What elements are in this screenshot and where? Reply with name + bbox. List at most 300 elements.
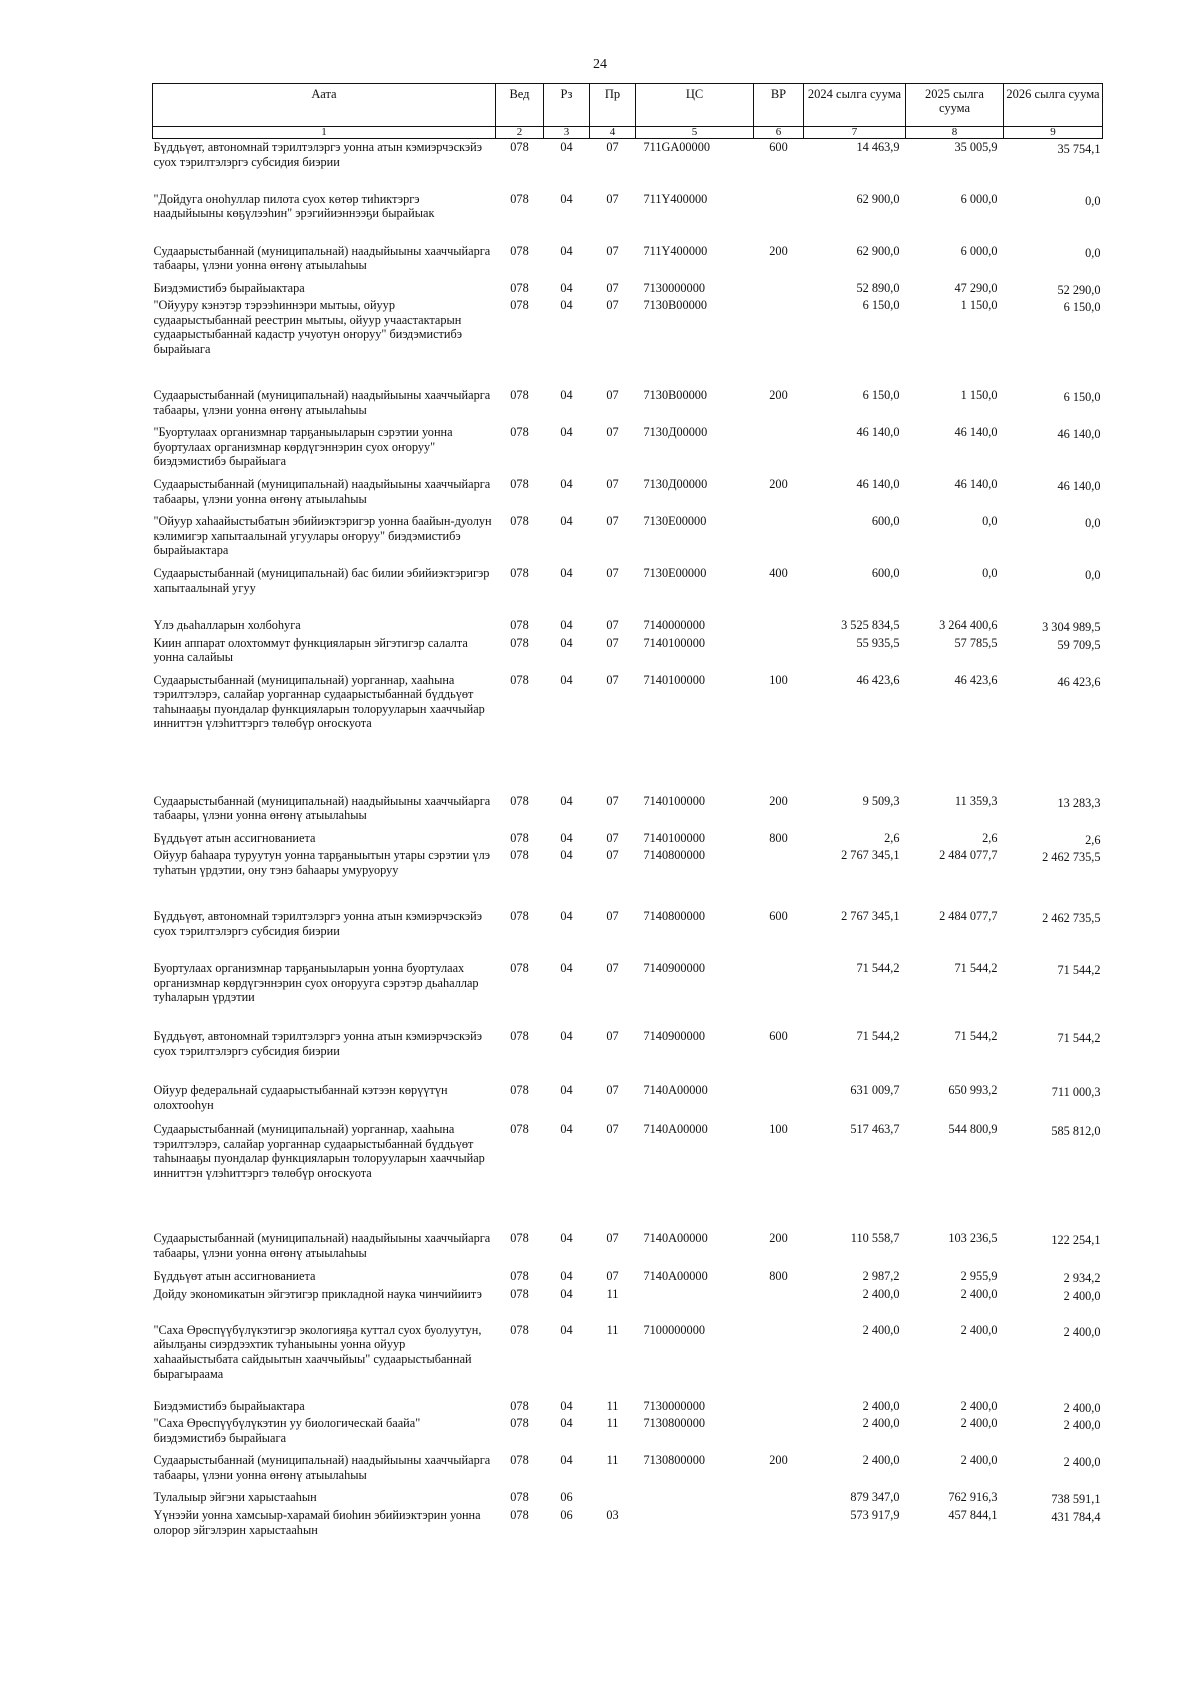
row-sum-2025: 2 484 077,7 xyxy=(939,909,998,924)
row-sum-2026: 2 400,0 xyxy=(1063,1288,1101,1303)
row-vr xyxy=(754,424,804,476)
table-row xyxy=(153,280,1103,298)
row-rz: 04 xyxy=(560,298,573,313)
row-name: Судаарыстыбаннай (муниципальнай) бас билии эбийиэктэригэр хапытаалынай угуу xyxy=(153,566,490,595)
row-ved: 078 xyxy=(510,1122,529,1137)
table-row xyxy=(153,243,1103,280)
table-row xyxy=(153,908,1103,960)
row-sum-2026: 2,6 xyxy=(1085,832,1101,847)
table-row xyxy=(153,1082,1103,1121)
row-cs xyxy=(636,1507,754,1544)
row-cs: 7140900000 xyxy=(643,961,705,976)
row-rz: 04 xyxy=(560,672,573,687)
table-row xyxy=(153,1121,1103,1230)
row-pr: 07 xyxy=(606,635,619,650)
row-sum-2025: 2,6 xyxy=(982,830,998,845)
row-pr: 07 xyxy=(606,830,619,845)
row-name: Биэдэмистибэ бырайыактара xyxy=(153,1398,305,1413)
column-number: 8 xyxy=(906,127,1004,139)
row-cs: 7130Д00000 xyxy=(643,425,708,440)
column-number-row xyxy=(153,127,1103,139)
row-sum-2024: 6 150,0 xyxy=(862,388,900,403)
header-vr: ВР xyxy=(754,84,804,127)
row-sum-2026: 431 784,4 xyxy=(1051,1510,1101,1525)
row-ved: 078 xyxy=(510,140,529,154)
row-sum-2026: 46 423,6 xyxy=(1057,674,1101,689)
row-cs: 711GA00000 xyxy=(643,140,710,154)
row-name: Бүддьүөт атын ассигнованиета xyxy=(153,1269,316,1284)
row-rz: 04 xyxy=(560,1122,573,1137)
row-name: "Саха Өрөспүүбүлүкэтигэр экологияҕа куттал суох буолуутун, айылҕаны сиэрдээхтик туһаныыны уонна ойуур хаһаайыстыбата сайдыытын хааччыйыы" судаарыстыбаннай бырагыраама xyxy=(153,1322,482,1381)
row-ved: 078 xyxy=(510,243,529,258)
row-ved: 078 xyxy=(510,1083,529,1098)
row-pr: 07 xyxy=(606,243,619,258)
row-sum-2026: 46 140,0 xyxy=(1057,479,1101,494)
row-vr xyxy=(754,1507,804,1544)
row-sum-2025: 457 844,1 xyxy=(948,1508,998,1523)
row-cs: 7140100000 xyxy=(643,672,705,687)
row-sum-2024: 2 400,0 xyxy=(862,1322,900,1337)
table-row xyxy=(153,793,1103,830)
row-sum-2025: 2 400,0 xyxy=(960,1322,998,1337)
header-sum-2024: 2024 сылга суума xyxy=(804,84,906,127)
row-vr xyxy=(754,1398,804,1416)
row-sum-2025: 103 236,5 xyxy=(948,1231,998,1246)
row-pr: 07 xyxy=(606,280,619,295)
row-sum-2024: 2 400,0 xyxy=(862,1453,900,1468)
row-rz: 04 xyxy=(560,909,573,924)
row-cs: 7140А00000 xyxy=(643,1083,708,1098)
row-name: Биэдэмистибэ бырайыактара xyxy=(153,280,305,295)
row-name: Судаарыстыбаннай (муниципальнай) уорганнар, хааһына тэрилтэлэрэ, салайар уорганнар судаарыстыбаннай бүддьүөт таһынааҕы пуондалар функцияларын толорууларын хааччыйар инниттэн үлэһиттэргэ төлөбүр оҥоскуота xyxy=(153,672,485,731)
row-sum-2024: 879 347,0 xyxy=(850,1490,900,1505)
row-rz: 04 xyxy=(560,1029,573,1044)
row-sum-2026: 2 462 735,5 xyxy=(1042,911,1101,926)
row-rz: 04 xyxy=(560,1286,573,1301)
row-sum-2025: 2 484 077,7 xyxy=(939,848,998,863)
header-rz: Рз xyxy=(544,84,590,127)
row-ved: 078 xyxy=(510,1322,529,1337)
row-sum-2024: 2 987,2 xyxy=(862,1269,900,1284)
row-name: "Саха Өрөспүүбүлүкэтин уу биологическай баайа" биэдэмистибэ бырайыага xyxy=(153,1416,421,1446)
row-ved: 078 xyxy=(510,1453,529,1468)
row-name: Үлэ дьаһалларын холбоһуга xyxy=(153,618,301,633)
row-pr: 11 xyxy=(606,1322,619,1337)
row-cs: 7100000000 xyxy=(643,1322,705,1337)
row-ved: 078 xyxy=(510,961,529,976)
row-rz: 04 xyxy=(560,848,573,863)
row-pr: 07 xyxy=(606,425,619,440)
row-sum-2025: 2 955,9 xyxy=(960,1269,998,1284)
row-sum-2024: 46 140,0 xyxy=(856,477,900,492)
row-pr: 11 xyxy=(606,1416,619,1431)
table-body xyxy=(153,139,1103,1545)
row-sum-2024: 2,6 xyxy=(884,830,900,845)
row-sum-2026: 585 812,0 xyxy=(1051,1124,1101,1139)
row-pr: 11 xyxy=(606,1453,619,1468)
row-ved: 078 xyxy=(510,191,529,206)
row-ved: 078 xyxy=(510,1029,529,1044)
row-sum-2024: 2 400,0 xyxy=(862,1398,900,1413)
row-name: Судаарыстыбаннай (муниципальнай) наадыйыыны хааччыйарга табаары, үлэни уонна өҥөнү атыылаһыы xyxy=(153,1453,491,1483)
row-pr: 07 xyxy=(606,191,619,206)
row-rz: 04 xyxy=(560,961,573,976)
row-vr xyxy=(754,1082,804,1121)
table-row xyxy=(153,387,1103,424)
row-sum-2025: 46 423,6 xyxy=(954,672,998,687)
row-pr: 07 xyxy=(606,1231,619,1246)
row-sum-2025: 2 400,0 xyxy=(960,1286,998,1301)
row-ved: 078 xyxy=(510,1490,529,1505)
header-name: Аата xyxy=(153,84,496,127)
row-ved: 078 xyxy=(510,280,529,295)
column-number: 7 xyxy=(804,127,906,139)
row-rz: 04 xyxy=(560,514,573,529)
row-sum-2024: 9 509,3 xyxy=(862,793,900,808)
row-rz: 06 xyxy=(560,1490,573,1505)
row-sum-2024: 2 400,0 xyxy=(862,1286,900,1301)
row-sum-2024: 517 463,7 xyxy=(850,1122,900,1137)
table-row xyxy=(153,960,1103,1028)
row-sum-2024: 2 767 345,1 xyxy=(841,909,900,924)
row-sum-2026: 13 283,3 xyxy=(1057,795,1101,810)
row-sum-2025: 46 140,0 xyxy=(954,477,998,492)
row-rz: 04 xyxy=(560,191,573,206)
row-sum-2025: 650 993,2 xyxy=(948,1083,998,1098)
row-pr: 07 xyxy=(606,1269,619,1284)
row-sum-2025: 46 140,0 xyxy=(954,425,998,440)
row-vr: 200 xyxy=(769,1453,788,1468)
row-vr xyxy=(754,297,804,387)
row-sum-2025: 762 916,3 xyxy=(948,1490,998,1505)
header-sum-2025: 2025 сылга суума xyxy=(906,84,1004,127)
row-vr: 200 xyxy=(769,1231,788,1246)
row-sum-2026: 0,0 xyxy=(1085,568,1101,583)
row-cs: 7130Д00000 xyxy=(643,477,708,492)
row-rz: 04 xyxy=(560,1322,573,1337)
row-pr xyxy=(590,1489,636,1507)
row-sum-2024: 600,0 xyxy=(871,514,900,529)
row-vr: 800 xyxy=(769,830,788,845)
row-vr xyxy=(754,1415,804,1452)
table-row xyxy=(153,1452,1103,1489)
row-vr xyxy=(754,1322,804,1398)
row-vr: 200 xyxy=(769,793,788,808)
row-cs: 7130Е00000 xyxy=(643,514,707,529)
row-ved: 078 xyxy=(510,848,529,863)
table-row xyxy=(153,191,1103,243)
page-number: 24 xyxy=(593,57,607,72)
row-rz: 04 xyxy=(560,425,573,440)
row-pr: 07 xyxy=(606,793,619,808)
table-row xyxy=(153,139,1103,191)
row-cs: 7130800000 xyxy=(643,1416,705,1431)
row-sum-2024: 46 140,0 xyxy=(856,425,900,440)
row-rz: 06 xyxy=(560,1508,573,1523)
row-vr xyxy=(754,513,804,565)
row-ved: 078 xyxy=(510,298,529,313)
row-vr: 200 xyxy=(769,477,788,492)
row-ved: 078 xyxy=(510,1416,529,1431)
row-vr xyxy=(754,960,804,1028)
row-rz: 04 xyxy=(560,140,573,154)
row-name: Судаарыстыбаннай (муниципальнай) наадыйыыны хааччыйарга табаары, үлэни уонна өҥөнү атыылаһыы xyxy=(153,477,491,506)
row-rz: 04 xyxy=(560,566,573,581)
row-vr xyxy=(754,1489,804,1507)
row-cs: 7140000000 xyxy=(643,618,705,633)
table-row xyxy=(153,513,1103,565)
row-name: Буортулаах организмнар тарҕаныыларын уонна буортулаах организмнар көрдүгэннэрин суох оҥорууга сэрэтэр дьаһаллар туһаларын үрдэтии xyxy=(153,961,479,1005)
row-ved: 078 xyxy=(510,793,529,808)
table-header-row xyxy=(153,84,1103,127)
row-cs: 7140А00000 xyxy=(643,1269,708,1284)
row-pr: 07 xyxy=(606,140,619,154)
row-pr: 07 xyxy=(606,1122,619,1137)
row-sum-2026: 6 150,0 xyxy=(1063,390,1101,405)
row-ved: 078 xyxy=(510,672,529,687)
row-sum-2026: 0,0 xyxy=(1085,245,1101,260)
row-sum-2026: 0,0 xyxy=(1085,193,1101,208)
column-number: 9 xyxy=(1004,127,1103,139)
row-rz: 04 xyxy=(560,1231,573,1246)
row-sum-2024: 55 935,5 xyxy=(856,635,900,650)
row-vr: 800 xyxy=(769,1269,788,1284)
row-rz: 04 xyxy=(560,635,573,650)
row-vr: 600 xyxy=(769,140,788,154)
row-name: Киин аппарат олохтоммут функцияларын эйгэтигэр салалта уонна салайыы xyxy=(153,635,468,665)
row-pr: 07 xyxy=(606,514,619,529)
row-name: Үүнээйи уонна хамсыыр-харамай биоһин эбийиэктэрин уонна олорор эйгэлэрин харыстааһын xyxy=(153,1508,481,1537)
table-row xyxy=(153,1398,1103,1416)
row-rz: 04 xyxy=(560,1083,573,1098)
row-cs xyxy=(636,1489,754,1507)
row-sum-2026: 2 400,0 xyxy=(1063,1455,1101,1470)
header-ved: Вед xyxy=(496,84,544,127)
table-row xyxy=(153,297,1103,387)
row-sum-2025: 2 400,0 xyxy=(960,1416,998,1431)
column-number: 6 xyxy=(754,127,804,139)
row-cs: 7130В00000 xyxy=(643,298,708,313)
column-number: 3 xyxy=(544,127,590,139)
row-sum-2025: 35 005,9 xyxy=(954,140,998,154)
row-pr: 07 xyxy=(606,477,619,492)
row-name: Судаарыстыбаннай (муниципальнай) наадыйыыны хааччыйарга табаары, үлэни уонна өҥөнү атыылаһыы xyxy=(153,1231,491,1260)
row-sum-2024: 2 400,0 xyxy=(862,1416,900,1431)
table-row xyxy=(153,1322,1103,1398)
row-name: "Ойуур хаһаайыстыбатын эбийиэктэригэр уонна баайын-дуолун кэлимигэр хапытаалынай угуулары оҥоруу" биэдэмистибэ бырайыактара xyxy=(153,514,492,558)
row-pr: 11 xyxy=(606,1398,619,1413)
row-name: Бүддьүөт, автономнай тэрилтэлэргэ уонна атын кэмиэрчэскэйэ суох тэрилтэлэргэ субсидия биэрии xyxy=(153,909,482,938)
row-cs: 7130Е00000 xyxy=(643,566,707,581)
row-pr: 07 xyxy=(606,298,619,313)
row-sum-2025: 57 785,5 xyxy=(954,635,998,650)
row-sum-2024: 62 900,0 xyxy=(856,243,900,258)
row-sum-2024: 52 890,0 xyxy=(856,280,900,295)
column-number: 5 xyxy=(636,127,754,139)
row-name: Дойду экономикатын эйгэтигэр прикладной наука чинчийиитэ xyxy=(153,1286,482,1301)
row-sum-2026: 0,0 xyxy=(1085,516,1101,531)
row-vr: 600 xyxy=(769,1029,788,1044)
row-ved: 078 xyxy=(510,830,529,845)
row-vr xyxy=(754,617,804,635)
row-sum-2024: 46 423,6 xyxy=(856,672,900,687)
row-cs: 7140100000 xyxy=(643,793,705,808)
row-sum-2026: 2 400,0 xyxy=(1063,1400,1101,1415)
row-sum-2026: 52 290,0 xyxy=(1057,282,1101,297)
row-vr: 100 xyxy=(769,672,788,687)
row-sum-2026: 2 400,0 xyxy=(1063,1418,1101,1433)
row-sum-2024: 6 150,0 xyxy=(862,298,900,313)
row-sum-2026: 3 304 989,5 xyxy=(1042,620,1101,635)
row-name: Бүддьүөт, автономнай тэрилтэлэргэ уонна атын кэмиэрчэскэйэ суох тэрилтэлэргэ субсидия биэрии xyxy=(153,1029,482,1058)
row-sum-2026: 46 140,0 xyxy=(1057,427,1101,442)
row-sum-2026: 2 400,0 xyxy=(1063,1324,1101,1339)
row-sum-2024: 14 463,9 xyxy=(856,140,900,154)
row-ved: 078 xyxy=(510,388,529,403)
row-sum-2026: 122 254,1 xyxy=(1051,1233,1101,1248)
row-pr: 07 xyxy=(606,618,619,633)
row-pr: 07 xyxy=(606,388,619,403)
row-cs: 7130В00000 xyxy=(643,388,708,403)
table-row xyxy=(153,424,1103,476)
row-sum-2024: 631 009,7 xyxy=(850,1083,900,1098)
row-cs xyxy=(636,1286,754,1322)
row-cs: 7140800000 xyxy=(643,909,705,924)
row-vr xyxy=(754,847,804,908)
row-vr xyxy=(754,280,804,298)
row-sum-2026: 2 462 735,5 xyxy=(1042,850,1101,865)
column-number: 4 xyxy=(590,127,636,139)
row-sum-2026: 738 591,1 xyxy=(1051,1492,1101,1507)
table-row xyxy=(153,847,1103,908)
row-ved: 078 xyxy=(510,618,529,633)
row-sum-2026: 711 000,3 xyxy=(1051,1085,1101,1100)
row-rz: 04 xyxy=(560,388,573,403)
row-vr: 100 xyxy=(769,1122,788,1137)
row-sum-2026: 6 150,0 xyxy=(1063,300,1101,315)
row-sum-2026: 35 754,1 xyxy=(1057,142,1101,156)
header-cs: ЦС xyxy=(636,84,754,127)
row-pr: 07 xyxy=(606,1029,619,1044)
row-ved: 078 xyxy=(510,425,529,440)
row-pr: 07 xyxy=(606,848,619,863)
row-rz: 04 xyxy=(560,243,573,258)
table-row xyxy=(153,617,1103,635)
row-vr: 400 xyxy=(769,566,788,581)
table-row xyxy=(153,476,1103,513)
row-sum-2024: 600,0 xyxy=(871,566,900,581)
table-row xyxy=(153,1415,1103,1452)
row-cs: 7140100000 xyxy=(643,635,705,650)
row-ved: 078 xyxy=(510,909,529,924)
row-ved: 078 xyxy=(510,1286,529,1301)
row-pr: 07 xyxy=(606,566,619,581)
row-cs: 711Y400000 xyxy=(643,243,708,258)
row-pr: 07 xyxy=(606,961,619,976)
row-pr: 11 xyxy=(606,1286,619,1301)
row-pr: 07 xyxy=(606,909,619,924)
row-sum-2025: 11 359,3 xyxy=(954,793,998,808)
row-vr: 600 xyxy=(769,909,788,924)
row-name: Судаарыстыбаннай (муниципальнай) наадыйыыны хааччыйарга табаары, үлэни уонна өҥөнү атыылаһыы xyxy=(153,243,491,273)
row-rz: 04 xyxy=(560,477,573,492)
row-name: Бүддьүөт атын ассигнованиета xyxy=(153,830,316,845)
row-name: Судаарыстыбаннай (муниципальнай) уорганнар, хааһына тэрилтэлэрэ, салайар уорганнар судаарыстыбаннай бүддьүөт таһынааҕы пуондалар функцияларын толорууларын хааччыйар инниттэн үлэһиттэргэ төлөбүр оҥоскуота xyxy=(153,1122,485,1181)
row-name: Ойуур баһаара туруутун уонна тарҕаныытын утары сэрэтии үлэ туһатын үрдэтии, ону тэнэ баһаары умуруоруу xyxy=(153,848,491,877)
row-ved: 078 xyxy=(510,514,529,529)
row-pr: 03 xyxy=(606,1508,619,1523)
row-sum-2025: 71 544,2 xyxy=(954,1029,998,1044)
row-pr: 07 xyxy=(606,1083,619,1098)
row-cs: 7140800000 xyxy=(643,848,705,863)
row-ved: 078 xyxy=(510,1269,529,1284)
table-row xyxy=(153,565,1103,617)
row-sum-2026: 2 934,2 xyxy=(1063,1271,1101,1286)
row-sum-2024: 573 917,9 xyxy=(850,1508,900,1523)
row-ved: 078 xyxy=(510,477,529,492)
row-sum-2024: 62 900,0 xyxy=(856,191,900,206)
row-vr: 200 xyxy=(769,388,788,403)
row-sum-2025: 2 400,0 xyxy=(960,1453,998,1468)
table-row xyxy=(153,672,1103,793)
table-row xyxy=(153,1507,1103,1544)
row-sum-2024: 71 544,2 xyxy=(856,961,900,976)
table-row xyxy=(153,1230,1103,1268)
row-sum-2025: 3 264 400,6 xyxy=(939,618,998,633)
row-rz: 04 xyxy=(560,1269,573,1284)
row-sum-2025: 0,0 xyxy=(982,514,998,529)
row-vr: 200 xyxy=(769,243,788,258)
column-number: 1 xyxy=(153,127,496,139)
row-rz: 04 xyxy=(560,280,573,295)
row-sum-2024: 110 558,7 xyxy=(850,1231,900,1246)
row-cs: 711Y400000 xyxy=(643,191,708,206)
row-cs: 7130800000 xyxy=(643,1453,705,1468)
row-sum-2025: 47 290,0 xyxy=(954,280,998,295)
table-row xyxy=(153,635,1103,672)
row-sum-2026: 71 544,2 xyxy=(1057,963,1101,978)
row-ved: 078 xyxy=(510,1398,529,1413)
row-vr xyxy=(754,635,804,672)
row-ved: 078 xyxy=(510,1508,529,1523)
row-sum-2026: 59 709,5 xyxy=(1057,637,1101,652)
table-row xyxy=(153,1286,1103,1322)
table-row xyxy=(153,1028,1103,1082)
row-cs: 7130000000 xyxy=(643,1398,705,1413)
row-cs: 7140900000 xyxy=(643,1029,705,1044)
row-sum-2025: 0,0 xyxy=(982,566,998,581)
row-sum-2024: 2 767 345,1 xyxy=(841,848,900,863)
row-ved: 078 xyxy=(510,566,529,581)
row-rz: 04 xyxy=(560,1398,573,1413)
row-name: "Буортулаах организмнар тарҕаныыларын сэрэтии уонна буортулаах организмнар көрдүгэннэрин суох оҥоруу" биэдэмистибэ бырайыага xyxy=(153,425,453,469)
row-sum-2025: 544 800,9 xyxy=(948,1122,998,1137)
row-sum-2024: 71 544,2 xyxy=(856,1029,900,1044)
row-sum-2024: 3 525 834,5 xyxy=(841,618,900,633)
row-rz: 04 xyxy=(560,793,573,808)
row-name: Бүддьүөт, автономнай тэрилтэлэргэ уонна атын кэмиэрчэскэйэ суох тэрилтэлэргэ субсидия биэрии xyxy=(153,140,482,169)
column-number: 2 xyxy=(496,127,544,139)
row-name: "Дойдуга оноһуллар пилота суох көтөр тиһиктэргэ наадыйыыны көҕүлээһин" эрэгийиэннээҕи бырайыак xyxy=(153,191,435,221)
row-sum-2025: 6 000,0 xyxy=(960,243,998,258)
row-name: Ойуур федеральнай судаарыстыбаннай кэтээн көрүүтүн олохтооһун xyxy=(153,1083,448,1112)
row-rz: 04 xyxy=(560,1416,573,1431)
row-rz: 04 xyxy=(560,618,573,633)
row-vr xyxy=(754,1286,804,1322)
row-name: Судаарыстыбаннай (муниципальнай) наадыйыыны хааччыйарга табаары, үлэни уонна өҥөнү атыылаһыы xyxy=(153,793,491,823)
row-vr xyxy=(754,191,804,243)
row-sum-2025: 6 000,0 xyxy=(960,191,998,206)
